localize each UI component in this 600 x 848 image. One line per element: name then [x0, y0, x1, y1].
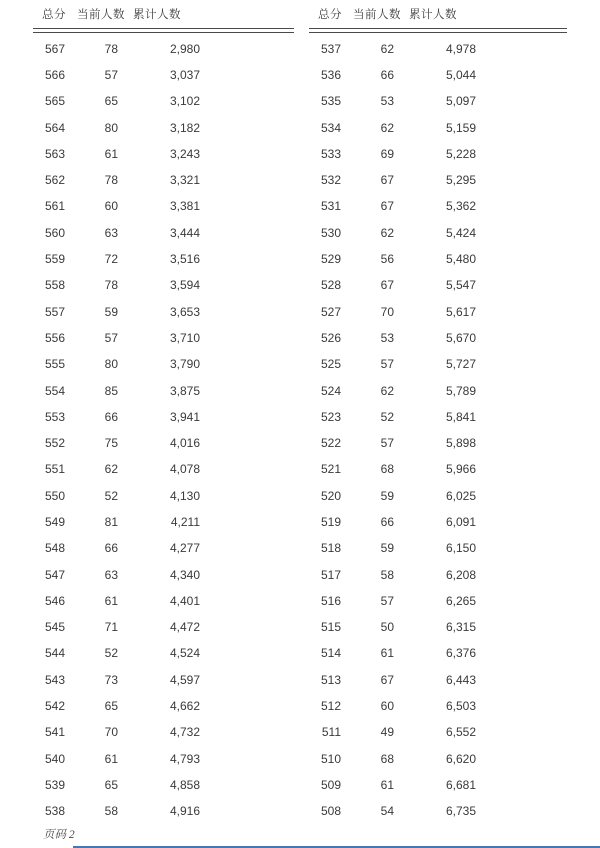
- current-count-cell: 85: [104, 383, 118, 398]
- score-cell: 532: [320, 173, 341, 188]
- current-count-cell: 53: [380, 330, 394, 345]
- current-count-cell: 70: [380, 304, 394, 319]
- column-header-total-score: 总分: [42, 9, 66, 21]
- cumulative-count-cell: 6,315: [445, 620, 476, 635]
- cumulative-count-cell: 3,321: [169, 173, 200, 188]
- cumulative-count-cell: 3,381: [169, 199, 200, 214]
- table-row: [309, 114, 567, 140]
- current-count-cell: 63: [104, 567, 118, 582]
- table-row: [309, 220, 567, 246]
- score-cell: 518: [320, 541, 341, 556]
- cumulative-count-cell: 4,858: [169, 777, 200, 792]
- table-row: [33, 193, 294, 219]
- column-header-total-score: 总分: [318, 9, 342, 21]
- score-cell: 527: [320, 304, 341, 319]
- table-row: [33, 36, 294, 62]
- table-row: [33, 614, 294, 640]
- current-count-cell: 62: [380, 120, 394, 135]
- table-row: [309, 509, 567, 535]
- table-row: [309, 351, 567, 377]
- score-cell: 546: [44, 593, 65, 608]
- score-cell: 561: [44, 199, 65, 214]
- current-count-cell: 56: [380, 252, 394, 267]
- cumulative-count-cell: 4,078: [169, 462, 200, 477]
- score-cell: 512: [320, 699, 341, 714]
- cumulative-count-cell: 4,130: [169, 488, 200, 503]
- current-count-cell: 49: [380, 725, 394, 740]
- table-row: [33, 430, 294, 456]
- score-cell: 533: [320, 146, 341, 161]
- table-row: [309, 62, 567, 88]
- table-row: [33, 561, 294, 587]
- score-cell: 547: [44, 567, 65, 582]
- table-row: [33, 62, 294, 88]
- current-count-cell: 52: [380, 409, 394, 424]
- current-count-cell: 75: [104, 436, 118, 451]
- table-row: [33, 509, 294, 535]
- current-count-cell: 57: [380, 357, 394, 372]
- score-cell: 549: [44, 514, 65, 529]
- cumulative-count-cell: 6,552: [445, 725, 476, 740]
- score-cell: 548: [44, 541, 65, 556]
- score-table-right: [309, 8, 567, 824]
- table-row: [33, 377, 294, 403]
- score-cell: 567: [44, 41, 65, 56]
- cumulative-count-cell: 4,340: [169, 567, 200, 582]
- score-cell: 553: [44, 409, 65, 424]
- cumulative-count-cell: 4,662: [169, 699, 200, 714]
- table-row: [309, 772, 567, 798]
- cumulative-count-cell: 3,790: [169, 357, 200, 372]
- current-count-cell: 65: [104, 94, 118, 109]
- current-count-cell: 50: [380, 620, 394, 635]
- score-cell: 545: [44, 620, 65, 635]
- cumulative-count-cell: 6,265: [445, 593, 476, 608]
- current-count-cell: 78: [104, 173, 118, 188]
- current-count-cell: 70: [104, 725, 118, 740]
- score-cell: 511: [321, 725, 341, 740]
- current-count-cell: 80: [104, 357, 118, 372]
- score-cell: 559: [44, 252, 65, 267]
- current-count-cell: 60: [104, 199, 118, 214]
- current-count-cell: 59: [380, 488, 394, 503]
- table-row: [309, 640, 567, 666]
- score-cell: 565: [44, 94, 65, 109]
- table-row: [33, 88, 294, 114]
- cumulative-count-cell: 5,159: [445, 120, 476, 135]
- table-row: [309, 719, 567, 745]
- cumulative-count-cell: 6,208: [445, 567, 476, 582]
- table-row: [33, 246, 294, 272]
- current-count-cell: 67: [380, 672, 394, 687]
- cumulative-count-cell: 6,443: [445, 672, 476, 687]
- cumulative-count-cell: 3,243: [169, 146, 200, 161]
- current-count-cell: 66: [104, 541, 118, 556]
- table-row: [309, 298, 567, 324]
- cumulative-count-cell: 3,653: [169, 304, 200, 319]
- cumulative-count-cell: 5,044: [445, 67, 476, 82]
- current-count-cell: 61: [104, 751, 118, 766]
- current-count-cell: 63: [104, 225, 118, 240]
- table-row: [33, 693, 294, 719]
- table-row: [33, 640, 294, 666]
- current-count-cell: 78: [104, 41, 118, 56]
- score-cell: 524: [320, 383, 341, 398]
- score-cell: 541: [44, 725, 65, 740]
- table-row: [33, 325, 294, 351]
- current-count-cell: 68: [380, 751, 394, 766]
- score-cell: 513: [320, 672, 341, 687]
- table-row: [309, 141, 567, 167]
- table-body: [309, 33, 567, 825]
- cumulative-count-cell: 5,480: [445, 252, 476, 267]
- cumulative-count-cell: 4,597: [169, 672, 200, 687]
- current-count-cell: 68: [380, 462, 394, 477]
- table-row: [33, 272, 294, 298]
- current-count-cell: 67: [380, 199, 394, 214]
- table-row: [309, 746, 567, 772]
- cumulative-count-cell: 5,547: [445, 278, 476, 293]
- current-count-cell: 57: [380, 436, 394, 451]
- current-count-cell: 67: [380, 173, 394, 188]
- current-count-cell: 62: [380, 225, 394, 240]
- current-count-cell: 61: [380, 777, 394, 792]
- cumulative-count-cell: 3,102: [169, 94, 200, 109]
- table-row: [33, 220, 294, 246]
- table-row: [33, 798, 294, 824]
- current-count-cell: 73: [104, 672, 118, 687]
- cumulative-count-cell: 6,681: [445, 777, 476, 792]
- cumulative-count-cell: 3,710: [169, 330, 200, 345]
- table-row: [33, 351, 294, 377]
- cumulative-count-cell: 5,966: [445, 462, 476, 477]
- table-header-row: [33, 8, 294, 28]
- table-row: [309, 430, 567, 456]
- cumulative-count-cell: 6,620: [445, 751, 476, 766]
- table-row: [309, 614, 567, 640]
- cumulative-count-cell: 5,727: [445, 357, 476, 372]
- cumulative-count-cell: 5,295: [445, 173, 476, 188]
- score-table-left: [33, 8, 294, 824]
- current-count-cell: 61: [104, 593, 118, 608]
- score-cell: 522: [320, 436, 341, 451]
- table-row: [309, 377, 567, 403]
- table-row: [33, 404, 294, 430]
- table-row: [33, 667, 294, 693]
- current-count-cell: 72: [104, 252, 118, 267]
- table-row: [309, 588, 567, 614]
- table-row: [309, 325, 567, 351]
- cumulative-count-cell: 6,150: [445, 541, 476, 556]
- current-count-cell: 54: [380, 804, 394, 819]
- current-count-cell: 81: [104, 514, 118, 529]
- score-cell: 552: [44, 436, 65, 451]
- table-row: [33, 746, 294, 772]
- score-cell: 509: [320, 777, 341, 792]
- table-row: [309, 667, 567, 693]
- cumulative-count-cell: 4,016: [169, 436, 200, 451]
- current-count-cell: 66: [380, 67, 394, 82]
- cumulative-count-cell: 3,182: [169, 120, 200, 135]
- score-cell: 534: [320, 120, 341, 135]
- current-count-cell: 59: [380, 541, 394, 556]
- score-cell: 557: [44, 304, 65, 319]
- table-row: [33, 483, 294, 509]
- current-count-cell: 67: [380, 278, 394, 293]
- table-row: [309, 88, 567, 114]
- score-cell: 528: [320, 278, 341, 293]
- cumulative-count-cell: 3,875: [169, 383, 200, 398]
- cumulative-count-cell: 5,097: [445, 94, 476, 109]
- score-cell: 566: [44, 67, 65, 82]
- current-count-cell: 58: [380, 567, 394, 582]
- cumulative-count-cell: 5,789: [445, 383, 476, 398]
- table-row: [309, 483, 567, 509]
- score-cell: 529: [320, 252, 341, 267]
- table-row: [33, 719, 294, 745]
- cumulative-count-cell: 5,424: [445, 225, 476, 240]
- cumulative-count-cell: 4,211: [170, 514, 200, 529]
- score-cell: 558: [44, 278, 65, 293]
- cumulative-count-cell: 5,617: [445, 304, 476, 319]
- table-row: [33, 456, 294, 482]
- cumulative-count-cell: 2,980: [169, 41, 200, 56]
- cumulative-count-cell: 5,362: [445, 199, 476, 214]
- table-row: [309, 193, 567, 219]
- current-count-cell: 71: [104, 620, 118, 635]
- score-cell: 523: [320, 409, 341, 424]
- score-cell: 539: [44, 777, 65, 792]
- cumulative-count-cell: 5,228: [445, 146, 476, 161]
- cumulative-count-cell: 5,898: [445, 436, 476, 451]
- column-header-cumulative-count: 累计人数: [133, 9, 181, 21]
- table-body: [33, 33, 294, 825]
- current-count-cell: 61: [380, 646, 394, 661]
- score-cell: 517: [320, 567, 341, 582]
- table-row: [309, 404, 567, 430]
- table-row: [309, 456, 567, 482]
- cumulative-count-cell: 3,037: [169, 67, 200, 82]
- score-cell: 530: [320, 225, 341, 240]
- cumulative-count-cell: 6,503: [445, 699, 476, 714]
- current-count-cell: 62: [104, 462, 118, 477]
- table-row: [33, 535, 294, 561]
- score-cell: 536: [320, 67, 341, 82]
- score-cell: 538: [44, 804, 65, 819]
- score-cell: 555: [44, 357, 65, 372]
- cumulative-count-cell: 6,025: [445, 488, 476, 503]
- score-cell: 515: [320, 620, 341, 635]
- current-count-cell: 58: [104, 804, 118, 819]
- score-cell: 510: [320, 751, 341, 766]
- current-count-cell: 65: [104, 777, 118, 792]
- table-header-row: [309, 8, 567, 28]
- table-row: [309, 167, 567, 193]
- score-cell: 521: [320, 462, 341, 477]
- score-cell: 542: [44, 699, 65, 714]
- cumulative-count-cell: 4,472: [169, 620, 200, 635]
- cumulative-count-cell: 4,978: [445, 41, 476, 56]
- score-cell: 564: [44, 120, 65, 135]
- cumulative-count-cell: 4,401: [169, 593, 200, 608]
- score-cell: 562: [44, 173, 65, 188]
- score-cell: 556: [44, 330, 65, 345]
- cumulative-count-cell: 6,735: [445, 804, 476, 819]
- score-cell: 514: [320, 646, 341, 661]
- current-count-cell: 57: [104, 330, 118, 345]
- current-count-cell: 62: [380, 383, 394, 398]
- current-count-cell: 61: [104, 146, 118, 161]
- current-count-cell: 53: [380, 94, 394, 109]
- current-count-cell: 62: [380, 41, 394, 56]
- cumulative-count-cell: 3,941: [169, 409, 200, 424]
- score-cell: 525: [320, 357, 341, 372]
- cumulative-count-cell: 4,277: [169, 541, 200, 556]
- score-cell: 520: [320, 488, 341, 503]
- table-row: [309, 36, 567, 62]
- table-row: [309, 693, 567, 719]
- current-count-cell: 65: [104, 699, 118, 714]
- cumulative-count-cell: 6,091: [445, 514, 476, 529]
- cumulative-count-cell: 3,594: [169, 278, 200, 293]
- table-row: [309, 272, 567, 298]
- score-cell: 551: [44, 462, 65, 477]
- current-count-cell: 59: [104, 304, 118, 319]
- score-cell: 560: [44, 225, 65, 240]
- table-row: [309, 535, 567, 561]
- current-count-cell: 60: [380, 699, 394, 714]
- table-row: [309, 561, 567, 587]
- current-count-cell: 66: [380, 514, 394, 529]
- score-cell: 516: [320, 593, 341, 608]
- score-cell: 531: [320, 199, 341, 214]
- cumulative-count-cell: 6,376: [445, 646, 476, 661]
- score-cell: 550: [44, 488, 65, 503]
- current-count-cell: 66: [104, 409, 118, 424]
- cumulative-count-cell: 4,916: [169, 804, 200, 819]
- table-row: [309, 246, 567, 272]
- table-row: [33, 298, 294, 324]
- current-count-cell: 78: [104, 278, 118, 293]
- column-header-cumulative-count: 累计人数: [409, 9, 457, 21]
- score-cell: 563: [44, 146, 65, 161]
- column-header-current-count: 当前人数: [77, 9, 125, 21]
- current-count-cell: 69: [380, 146, 394, 161]
- score-cell: 508: [320, 804, 341, 819]
- table-row: [33, 114, 294, 140]
- score-cell: 526: [320, 330, 341, 345]
- table-row: [309, 798, 567, 824]
- current-count-cell: 52: [104, 646, 118, 661]
- table-row: [33, 772, 294, 798]
- table-row: [33, 167, 294, 193]
- column-header-current-count: 当前人数: [353, 9, 401, 21]
- score-cell: 519: [320, 514, 341, 529]
- cumulative-count-cell: 3,516: [169, 252, 200, 267]
- page-number: 页码 2: [43, 829, 75, 841]
- score-cell: 554: [44, 383, 65, 398]
- current-count-cell: 57: [380, 593, 394, 608]
- current-count-cell: 57: [104, 67, 118, 82]
- cumulative-count-cell: 5,670: [445, 330, 476, 345]
- score-cell: 543: [44, 672, 65, 687]
- current-count-cell: 80: [104, 120, 118, 135]
- score-cell: 544: [44, 646, 65, 661]
- table-row: [33, 141, 294, 167]
- score-cell: 540: [44, 751, 65, 766]
- cumulative-count-cell: 4,793: [169, 751, 200, 766]
- current-count-cell: 52: [104, 488, 118, 503]
- score-cell: 535: [320, 94, 341, 109]
- cumulative-count-cell: 4,524: [169, 646, 200, 661]
- cumulative-count-cell: 4,732: [169, 725, 200, 740]
- score-cell: 537: [320, 41, 341, 56]
- cumulative-count-cell: 3,444: [169, 225, 200, 240]
- table-row: [33, 588, 294, 614]
- cumulative-count-cell: 5,841: [445, 409, 476, 424]
